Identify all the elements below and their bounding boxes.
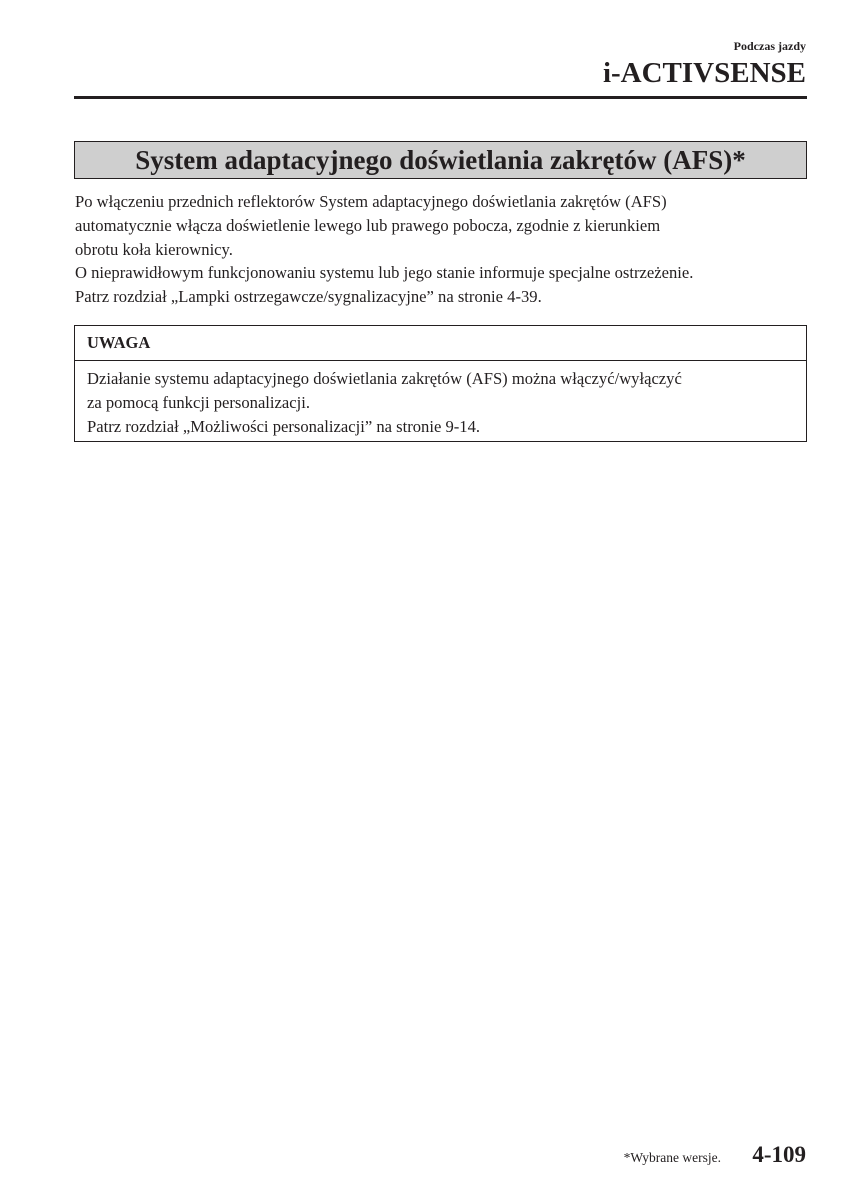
section-title: System adaptacyjnego doświetlania zakrętów (AFS)* xyxy=(74,141,807,179)
body-line: Patrz rozdział „Lampki ostrzegawcze/sygnalizacyjne” na stronie 4-39. xyxy=(75,287,542,307)
body-line: obrotu koła kierownicy. xyxy=(75,239,233,259)
footer-note: *Wybrane wersje. xyxy=(623,1150,721,1165)
page-number: 4-109 xyxy=(752,1142,806,1167)
running-header-section: Podczas jazdy xyxy=(733,39,806,53)
body-text xyxy=(75,190,810,309)
note-title: UWAGA xyxy=(75,326,806,361)
note-box xyxy=(74,325,807,442)
note-line: Działanie systemu adaptacyjnego doświetlania zakrętów (AFS) można włączyć/wyłączyć xyxy=(87,369,682,388)
note-line: za pomocą funkcji personalizacji. xyxy=(87,392,310,412)
body-line: automatycznie włącza doświetlenie lewego lub prawego pobocza, zgodnie z kierunkiem xyxy=(75,215,661,235)
note-line: Patrz rozdział „Możliwości personalizacji” na stronie 9-14. xyxy=(87,416,481,436)
body-line: O nieprawidłowym funkcjonowaniu systemu lub jego stanie informuje specjalne ostrzeżenie. xyxy=(75,263,694,283)
header-rule xyxy=(74,96,807,99)
note-body xyxy=(75,361,806,438)
running-header-chapter: i-ACTIVSENSE xyxy=(602,57,806,89)
body-line: Po włączeniu przednich reflektorów System adaptacyjnego doświetlania zakrętów (AFS) xyxy=(75,192,667,211)
